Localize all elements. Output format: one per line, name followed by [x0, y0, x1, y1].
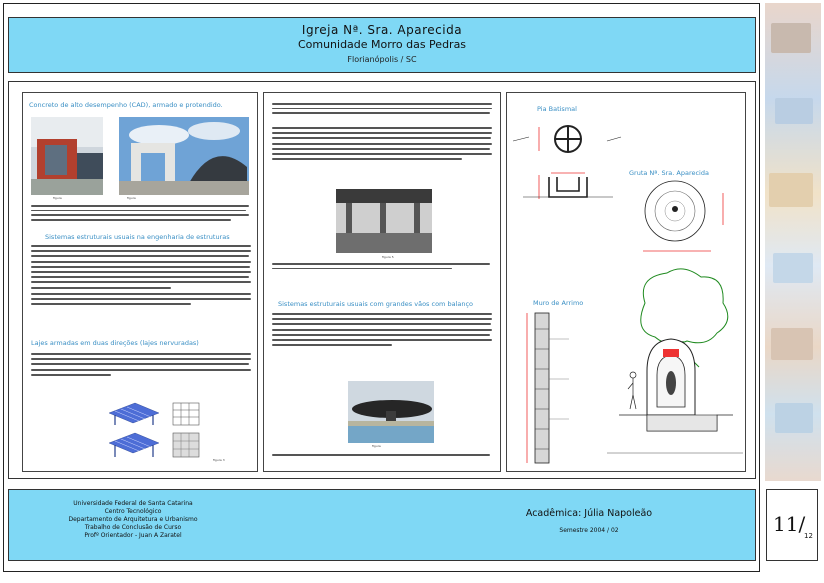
figure-caption: figura 5 — [382, 255, 394, 259]
body-paragraph — [31, 353, 253, 379]
section-heading: Lajes armadas em duas direções (lajes nervuradas) — [31, 339, 199, 347]
interior-photo — [336, 189, 432, 253]
left-panel-heading: Concreto de alto desempenho (CAD), armado e protendido. — [29, 101, 223, 109]
figure-caption: figura 3 — [213, 458, 225, 462]
institution-line: Centro Tecnológico — [104, 508, 162, 515]
content-frame — [8, 81, 756, 479]
institution-line: Trabalho de Conclusão de Curso — [84, 524, 182, 531]
drawing-label: Pia Batismal — [537, 105, 577, 113]
location-label: Florianópolis / SC — [347, 55, 417, 64]
institution-line: Universidade Federal de Santa Catarina — [73, 500, 193, 507]
thumbnail-image — [775, 98, 813, 124]
shrine-plan-drawing — [627, 179, 745, 259]
building-photo-1 — [31, 117, 103, 195]
semester-label: Semestre 2004 / 02 — [559, 527, 619, 534]
baptismal-font-drawing — [513, 117, 623, 207]
shrine-elevation-drawing — [607, 263, 743, 469]
building-photo-2 — [119, 117, 249, 195]
middle-panel — [263, 92, 501, 472]
institution-line: Departamento de Arquitetura e Urbanismo — [68, 516, 198, 523]
section-heading: Sistemas estruturais usuais com grandes vãos com balanço — [278, 300, 474, 308]
retaining-wall-drawing — [517, 309, 581, 469]
title-block — [8, 17, 756, 73]
caption-text-block — [272, 263, 494, 272]
body-paragraph — [31, 245, 253, 292]
thumbnail-image — [771, 328, 813, 360]
student-name: Acadêmica: Júlia Napoleão — [525, 508, 653, 519]
right-panel — [506, 92, 746, 472]
page-title: Igreja Nª. Sra. Aparecida — [301, 23, 463, 37]
institution-info — [33, 500, 233, 540]
drawing-label: Muro de Arrimo — [533, 299, 584, 307]
page-subtitle: Comunidade Morro das Pedras — [297, 38, 467, 51]
section-heading: Sistemas estruturais usuais na engenharia de estruturas — [45, 233, 230, 241]
page-number: 11/ — [773, 512, 806, 536]
figure-caption: figura — [127, 196, 136, 200]
caption-text-block — [272, 454, 494, 459]
caption-text-block — [31, 205, 251, 224]
thumbnail-image — [775, 403, 813, 433]
figure-caption: figura — [372, 444, 381, 448]
student-info — [469, 508, 709, 534]
thumbnail-image — [771, 23, 811, 53]
body-paragraph — [31, 293, 253, 309]
museum-photo — [348, 381, 434, 443]
page-number-box — [766, 489, 818, 561]
waffle-slab-diagram — [101, 399, 221, 467]
drawing-label: Gruta Nª. Sra. Aparecida — [629, 169, 709, 177]
footer-block — [8, 489, 756, 561]
page-total: 12 — [804, 532, 813, 540]
figure-caption: figura — [53, 196, 62, 200]
left-panel — [22, 92, 258, 472]
institution-line: Profº Orientador - Juan A Zaratel — [84, 532, 182, 539]
thumbnail-strip — [765, 3, 821, 481]
thumbnail-image — [773, 253, 813, 283]
thumbnail-image — [769, 173, 813, 207]
body-paragraph — [272, 103, 494, 117]
body-paragraph — [272, 127, 494, 163]
body-paragraph — [272, 313, 494, 349]
